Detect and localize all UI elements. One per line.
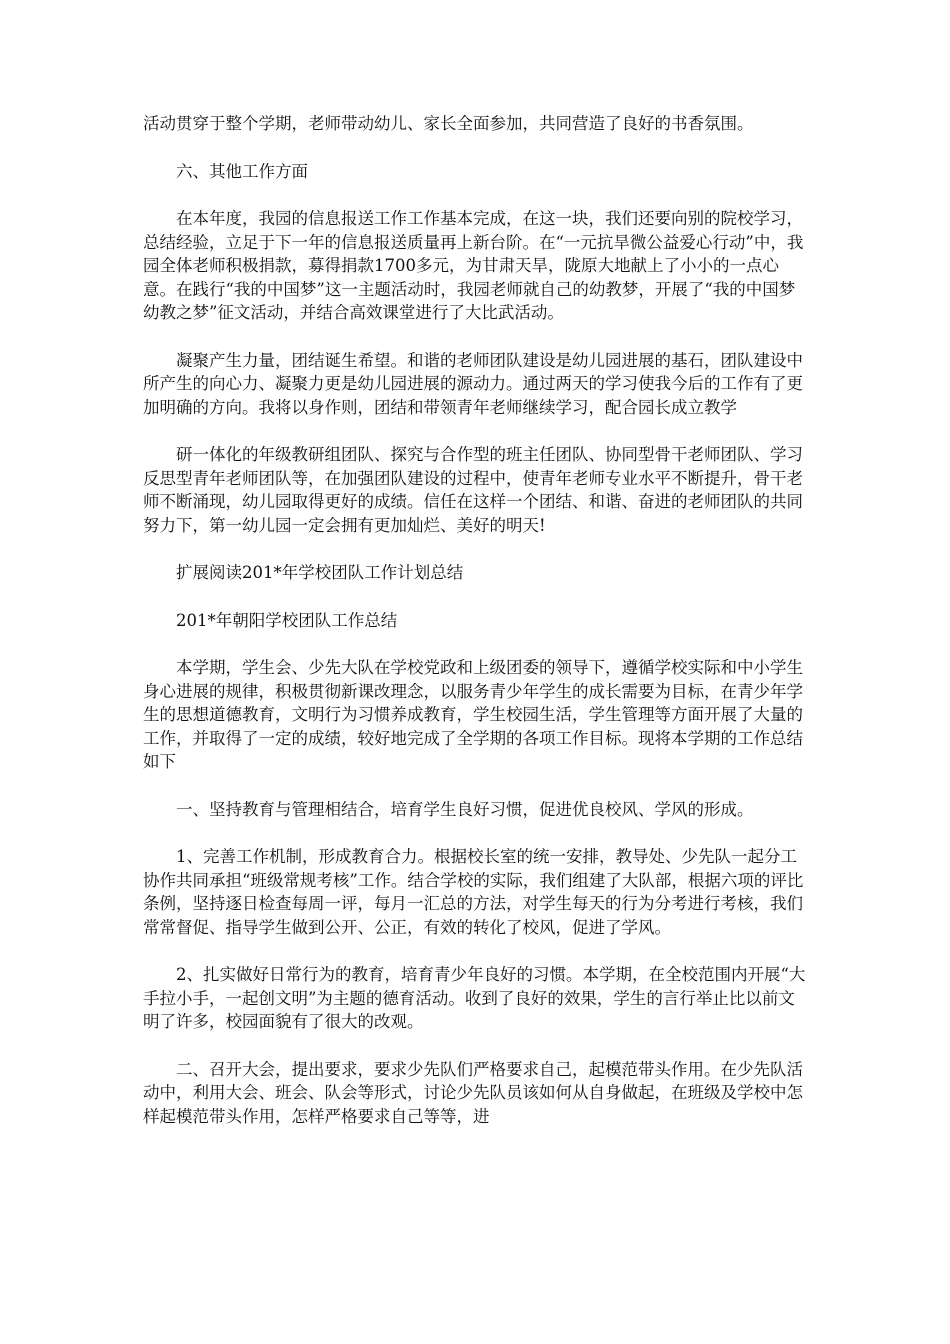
- paragraph: 在本年度，我园的信息报送工作工作基本完成，在这一块，我们还要向别的院校学习，总结经验，立足于下一年的信息报送质量再上新台阶。在“一元抗旱微公益爱心行动”中，我园全体老师积极捐款，募得捐款1700多元，为甘肃天旱，陇原大地献上了小小的一点心意。在践行“我的中国梦”这一主题活动时，我园老师就自己的幼教梦，开展了“我的中国梦幼教之梦”征文活动，并结合高效课堂进行了大比武活动。: [143, 209, 804, 322]
- section-heading-one: 一、坚持教育与管理相结合，培育学生良好习惯，促进优良校风、学风的形成。: [176, 799, 754, 819]
- paragraph: 本学期，学生会、少先大队在学校党政和上级团委的领导下，遵循学校实际和中小学生身心进展的规律，积极贯彻新课改理念，以服务青少年学生的成长需要为目标，在青少年学生的思想道德教育，文明行为习惯养成教育，学生校园生活，学生管理等方面开展了大量的工作，并取得了一定的成绩，较好地完成了全学期的各项工作目标。现将本学期的工作总结如下: [143, 658, 803, 771]
- summary-title: 201*年朝阳学校团队工作总结: [176, 610, 398, 630]
- paragraph: 凝聚产生力量，团结诞生希望。和谐的老师团队建设是幼儿园进展的基石，团队建设中所产生的向心力、凝聚力更是幼儿园进展的源动力。通过两天的学习使我今后的工作有了更加明确的方向。我将以身作则，团结和带领青年老师继续学习，配合园长成立教学: [143, 350, 803, 417]
- section-heading-other-work: 六、其他工作方面: [176, 161, 308, 181]
- paragraph: 研一体化的年级教研组团队、探究与合作型的班主任团队、协同型骨干老师团队、学习反思型青年老师团队等，在加强团队建设的过程中，使青年老师专业水平不断提升，骨干老师不断涌现，幼儿园取得更好的成绩。信任在这样一个团结、和谐、奋进的老师团队的共同努力下，第一幼儿园一定会拥有更加灿烂、美好的明天!: [143, 445, 803, 535]
- paragraph: 二、召开大会，提出要求，要求少先队们严格要求自己，起模范带头作用。在少先队活动中，利用大会、班会、队会等形式，讨论少先队员该如何从自身做起，在班级及学校中怎样起模范带头作用，怎样严格要求自己等等，进: [143, 1059, 803, 1126]
- document-body: [143, 112, 808, 1152]
- paragraph: 2、扎实做好日常行为的教育，培育青少年良好的习惯。本学期，在全校范围内开展“大手拉小手，一起创文明”为主题的德育活动。收到了良好的效果，学生的言行举止比以前文明了许多，校园面貌有了很大的改观。: [143, 965, 806, 1031]
- extended-reading-heading: 扩展阅读201*年学校团队工作计划总结: [176, 563, 464, 582]
- paragraph-continuation: 活动贯穿于整个学期，老师带动幼儿、家长全面参加，共同营造了良好的书香氛围。: [143, 114, 754, 133]
- paragraph: 1、完善工作机制，形成教育合力。根据校长室的统一安排，教导处、少先队一起分工协作共同承担“班级常规考核”工作。结合学校的实际，我们组建了大队部，根据六项的评比条例，坚持逐日检查每周一评，每月一汇总的方法，对学生每天的行为分考进行考核，我们常常督促、指导学生做到公开、公正，有效的转化了校风，促进了学风。: [143, 847, 804, 937]
